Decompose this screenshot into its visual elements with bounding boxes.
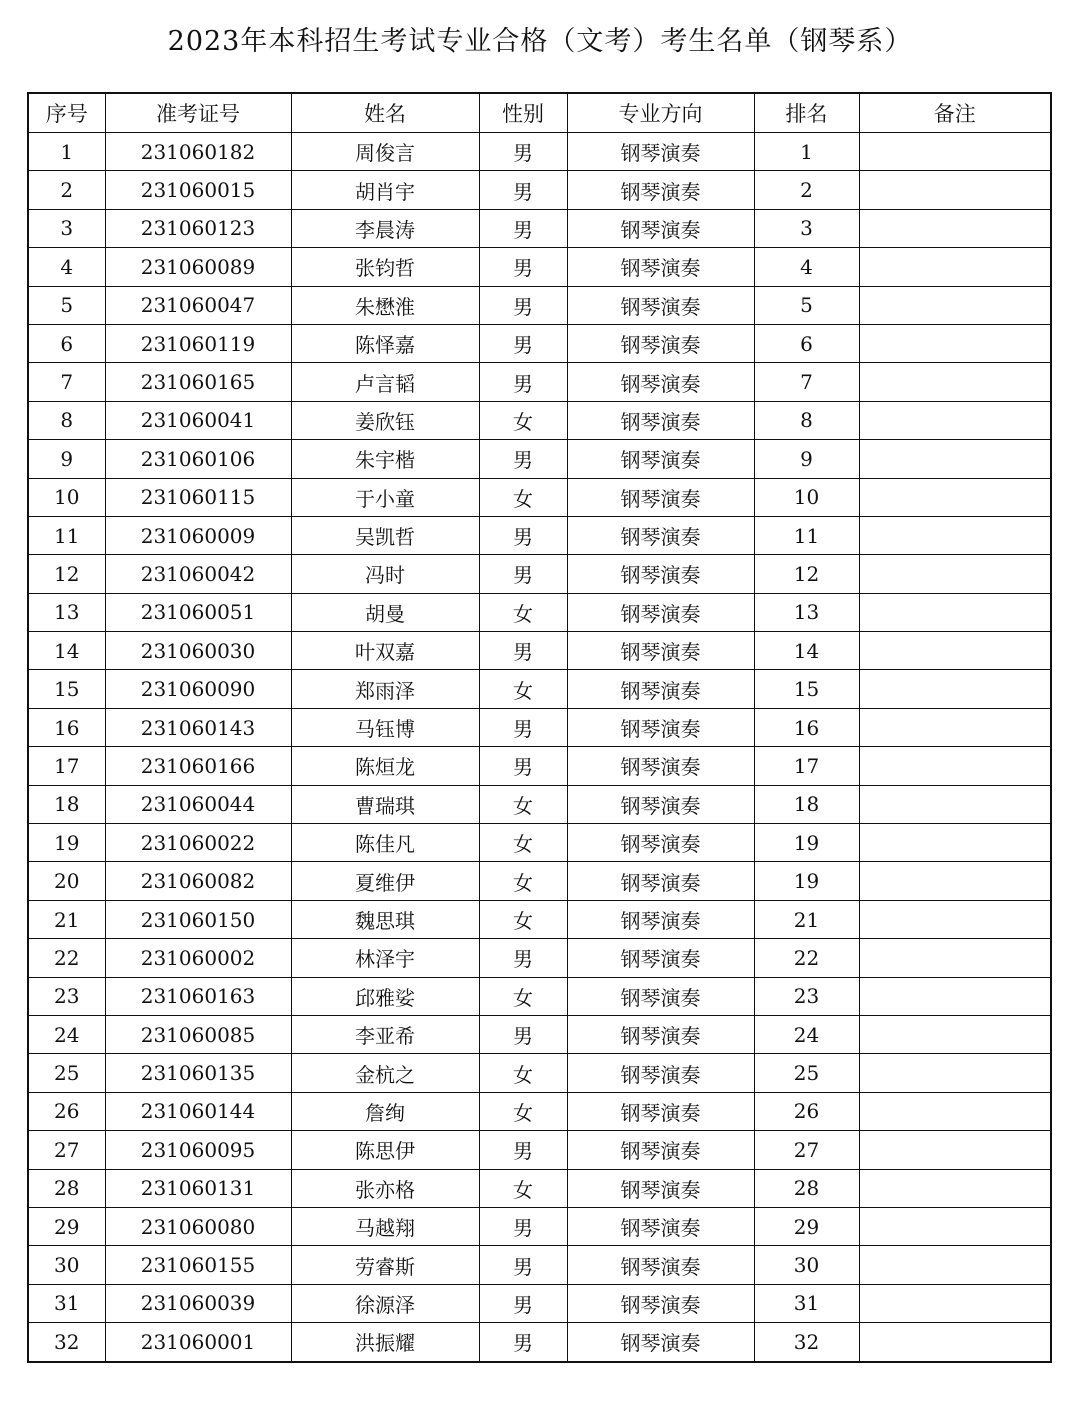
header-name: 姓名 — [291, 93, 479, 133]
cell-major: 钢琴演奏 — [567, 785, 754, 823]
cell-exam-id: 231060082 — [105, 862, 291, 900]
cell-exam-id: 231060090 — [105, 670, 291, 708]
cell-note — [859, 593, 1051, 631]
cell-rank: 1 — [754, 133, 859, 171]
cell-note — [859, 900, 1051, 938]
cell-name: 洪振耀 — [291, 1323, 479, 1362]
cell-rank: 32 — [754, 1323, 859, 1362]
cell-name: 朱宇楷 — [291, 440, 479, 478]
cell-seq: 18 — [28, 785, 105, 823]
cell-name: 胡曼 — [291, 593, 479, 631]
cell-note — [859, 1054, 1051, 1092]
cell-major: 钢琴演奏 — [567, 593, 754, 631]
cell-exam-id: 231060165 — [105, 363, 291, 401]
cell-exam-id: 231060144 — [105, 1092, 291, 1130]
cell-seq: 4 — [28, 248, 105, 286]
table-row — [28, 785, 1051, 823]
header-major: 专业方向 — [567, 93, 754, 133]
cell-name: 李晨涛 — [291, 209, 479, 247]
cell-gender: 女 — [479, 900, 567, 938]
cell-gender: 男 — [479, 939, 567, 977]
table-row — [28, 670, 1051, 708]
cell-seq: 22 — [28, 939, 105, 977]
cell-exam-id: 231060041 — [105, 401, 291, 439]
table-row — [28, 1169, 1051, 1207]
cell-name: 劳睿斯 — [291, 1246, 479, 1284]
cell-name: 邱雅娑 — [291, 977, 479, 1015]
cell-gender: 女 — [479, 1092, 567, 1130]
cell-gender: 男 — [479, 1323, 567, 1362]
cell-exam-id: 231060182 — [105, 133, 291, 171]
cell-major: 钢琴演奏 — [567, 171, 754, 209]
cell-name: 冯时 — [291, 555, 479, 593]
cell-gender: 男 — [479, 747, 567, 785]
cell-name: 詹绚 — [291, 1092, 479, 1130]
page-title: 2023年本科招生考试专业合格（文考）考生名单（钢琴系） — [167, 26, 913, 57]
cell-rank: 2 — [754, 171, 859, 209]
cell-note — [859, 440, 1051, 478]
cell-gender: 男 — [479, 286, 567, 324]
cell-rank: 5 — [754, 286, 859, 324]
table-row — [28, 1284, 1051, 1322]
cell-exam-id: 231060089 — [105, 248, 291, 286]
cell-note — [859, 286, 1051, 324]
cell-rank: 10 — [754, 478, 859, 516]
cell-exam-id: 231060009 — [105, 516, 291, 554]
cell-seq: 20 — [28, 862, 105, 900]
cell-rank: 30 — [754, 1246, 859, 1284]
cell-note — [859, 133, 1051, 171]
cell-note — [859, 401, 1051, 439]
cell-major: 钢琴演奏 — [567, 1054, 754, 1092]
table-row — [28, 747, 1051, 785]
cell-note — [859, 209, 1051, 247]
cell-name: 张亦格 — [291, 1169, 479, 1207]
cell-exam-id: 231060080 — [105, 1207, 291, 1245]
table-body — [28, 133, 1051, 1362]
cell-gender: 女 — [479, 977, 567, 1015]
table-row — [28, 1207, 1051, 1245]
cell-gender: 男 — [479, 440, 567, 478]
cell-major: 钢琴演奏 — [567, 1092, 754, 1130]
table-row — [28, 1131, 1051, 1169]
cell-exam-id: 231060039 — [105, 1284, 291, 1322]
cell-note — [859, 670, 1051, 708]
cell-gender: 男 — [479, 1246, 567, 1284]
cell-exam-id: 231060002 — [105, 939, 291, 977]
cell-name: 夏维伊 — [291, 862, 479, 900]
table-row — [28, 708, 1051, 746]
cell-major: 钢琴演奏 — [567, 1284, 754, 1322]
cell-major: 钢琴演奏 — [567, 555, 754, 593]
cell-exam-id: 231060135 — [105, 1054, 291, 1092]
cell-seq: 30 — [28, 1246, 105, 1284]
cell-rank: 4 — [754, 248, 859, 286]
cell-note — [859, 555, 1051, 593]
cell-gender: 男 — [479, 555, 567, 593]
cell-name: 叶双嘉 — [291, 632, 479, 670]
cell-major: 钢琴演奏 — [567, 133, 754, 171]
cell-note — [859, 324, 1051, 362]
cell-exam-id: 231060155 — [105, 1246, 291, 1284]
table-row — [28, 824, 1051, 862]
cell-seq: 12 — [28, 555, 105, 593]
cell-note — [859, 1015, 1051, 1053]
cell-seq: 15 — [28, 670, 105, 708]
cell-note — [859, 1323, 1051, 1362]
cell-name: 陈思伊 — [291, 1131, 479, 1169]
cell-exam-id: 231060131 — [105, 1169, 291, 1207]
cell-major: 钢琴演奏 — [567, 708, 754, 746]
cell-name: 陈怿嘉 — [291, 324, 479, 362]
cell-rank: 17 — [754, 747, 859, 785]
table-header-row — [28, 93, 1051, 133]
cell-major: 钢琴演奏 — [567, 670, 754, 708]
cell-rank: 3 — [754, 209, 859, 247]
cell-exam-id: 231060015 — [105, 171, 291, 209]
cell-major: 钢琴演奏 — [567, 248, 754, 286]
cell-exam-id: 231060042 — [105, 555, 291, 593]
cell-exam-id: 231060150 — [105, 900, 291, 938]
cell-gender: 男 — [479, 209, 567, 247]
cell-rank: 7 — [754, 363, 859, 401]
table-row — [28, 1323, 1051, 1362]
cell-seq: 11 — [28, 516, 105, 554]
cell-seq: 8 — [28, 401, 105, 439]
cell-seq: 1 — [28, 133, 105, 171]
cell-note — [859, 785, 1051, 823]
cell-seq: 26 — [28, 1092, 105, 1130]
cell-gender: 男 — [479, 708, 567, 746]
cell-gender: 女 — [479, 785, 567, 823]
cell-seq: 29 — [28, 1207, 105, 1245]
table-row — [28, 977, 1051, 1015]
table-row — [28, 939, 1051, 977]
cell-rank: 23 — [754, 977, 859, 1015]
cell-exam-id: 231060044 — [105, 785, 291, 823]
cell-rank: 22 — [754, 939, 859, 977]
cell-rank: 19 — [754, 824, 859, 862]
table-row — [28, 440, 1051, 478]
cell-note — [859, 363, 1051, 401]
cell-gender: 男 — [479, 632, 567, 670]
table-row — [28, 862, 1051, 900]
cell-exam-id: 231060166 — [105, 747, 291, 785]
cell-note — [859, 1092, 1051, 1130]
cell-seq: 13 — [28, 593, 105, 631]
cell-name: 姜欣钰 — [291, 401, 479, 439]
cell-note — [859, 1246, 1051, 1284]
cell-exam-id: 231060143 — [105, 708, 291, 746]
table-row — [28, 286, 1051, 324]
table-row — [28, 248, 1051, 286]
cell-note — [859, 632, 1051, 670]
cell-name: 张钧哲 — [291, 248, 479, 286]
candidate-table — [27, 92, 1052, 1363]
table-row — [28, 171, 1051, 209]
cell-exam-id: 231060001 — [105, 1323, 291, 1362]
cell-seq: 2 — [28, 171, 105, 209]
cell-rank: 9 — [754, 440, 859, 478]
cell-name: 陈佳凡 — [291, 824, 479, 862]
cell-major: 钢琴演奏 — [567, 900, 754, 938]
cell-note — [859, 939, 1051, 977]
cell-name: 马钰博 — [291, 708, 479, 746]
cell-exam-id: 231060047 — [105, 286, 291, 324]
cell-seq: 17 — [28, 747, 105, 785]
cell-gender: 男 — [479, 324, 567, 362]
table-row — [28, 632, 1051, 670]
table-row — [28, 900, 1051, 938]
cell-name: 金杭之 — [291, 1054, 479, 1092]
cell-note — [859, 1207, 1051, 1245]
cell-seq: 24 — [28, 1015, 105, 1053]
cell-exam-id: 231060085 — [105, 1015, 291, 1053]
cell-exam-id: 231060051 — [105, 593, 291, 631]
cell-gender: 男 — [479, 516, 567, 554]
cell-rank: 18 — [754, 785, 859, 823]
header-seq: 序号 — [28, 93, 105, 133]
cell-name: 胡肖宇 — [291, 171, 479, 209]
cell-gender: 女 — [479, 824, 567, 862]
table-row — [28, 1092, 1051, 1130]
cell-exam-id: 231060119 — [105, 324, 291, 362]
cell-rank: 25 — [754, 1054, 859, 1092]
cell-rank: 24 — [754, 1015, 859, 1053]
cell-seq: 25 — [28, 1054, 105, 1092]
cell-major: 钢琴演奏 — [567, 977, 754, 1015]
cell-gender: 女 — [479, 401, 567, 439]
cell-major: 钢琴演奏 — [567, 1131, 754, 1169]
table-row — [28, 1054, 1051, 1092]
cell-major: 钢琴演奏 — [567, 939, 754, 977]
cell-seq: 10 — [28, 478, 105, 516]
cell-seq: 16 — [28, 708, 105, 746]
cell-major: 钢琴演奏 — [567, 363, 754, 401]
cell-note — [859, 1169, 1051, 1207]
table-row — [28, 363, 1051, 401]
table-row — [28, 401, 1051, 439]
cell-major: 钢琴演奏 — [567, 1323, 754, 1362]
table-row — [28, 1015, 1051, 1053]
cell-rank: 27 — [754, 1131, 859, 1169]
cell-name: 曹瑞琪 — [291, 785, 479, 823]
cell-note — [859, 516, 1051, 554]
cell-seq: 32 — [28, 1323, 105, 1362]
cell-note — [859, 708, 1051, 746]
cell-gender: 男 — [479, 363, 567, 401]
table-row — [28, 133, 1051, 171]
cell-name: 吴凯哲 — [291, 516, 479, 554]
cell-rank: 6 — [754, 324, 859, 362]
cell-seq: 23 — [28, 977, 105, 1015]
table-row — [28, 324, 1051, 362]
cell-seq: 19 — [28, 824, 105, 862]
cell-major: 钢琴演奏 — [567, 401, 754, 439]
cell-major: 钢琴演奏 — [567, 286, 754, 324]
cell-major: 钢琴演奏 — [567, 862, 754, 900]
cell-gender: 女 — [479, 862, 567, 900]
cell-gender: 女 — [479, 670, 567, 708]
cell-exam-id: 231060095 — [105, 1131, 291, 1169]
cell-gender: 女 — [479, 478, 567, 516]
cell-gender: 男 — [479, 1015, 567, 1053]
cell-exam-id: 231060030 — [105, 632, 291, 670]
header-exam-id: 准考证号 — [105, 93, 291, 133]
cell-name: 陈烜龙 — [291, 747, 479, 785]
cell-rank: 26 — [754, 1092, 859, 1130]
cell-rank: 16 — [754, 708, 859, 746]
cell-major: 钢琴演奏 — [567, 516, 754, 554]
cell-rank: 14 — [754, 632, 859, 670]
cell-gender: 男 — [479, 1207, 567, 1245]
cell-rank: 29 — [754, 1207, 859, 1245]
cell-seq: 5 — [28, 286, 105, 324]
cell-seq: 9 — [28, 440, 105, 478]
cell-name: 于小童 — [291, 478, 479, 516]
cell-rank: 13 — [754, 593, 859, 631]
cell-note — [859, 1131, 1051, 1169]
cell-name: 魏思琪 — [291, 900, 479, 938]
cell-rank: 15 — [754, 670, 859, 708]
cell-major: 钢琴演奏 — [567, 1169, 754, 1207]
cell-major: 钢琴演奏 — [567, 478, 754, 516]
cell-gender: 男 — [479, 248, 567, 286]
header-rank: 排名 — [754, 93, 859, 133]
table-row — [28, 555, 1051, 593]
cell-name: 卢言韬 — [291, 363, 479, 401]
cell-seq: 21 — [28, 900, 105, 938]
cell-note — [859, 977, 1051, 1015]
cell-seq: 6 — [28, 324, 105, 362]
cell-major: 钢琴演奏 — [567, 324, 754, 362]
cell-major: 钢琴演奏 — [567, 632, 754, 670]
cell-major: 钢琴演奏 — [567, 747, 754, 785]
cell-gender: 女 — [479, 1169, 567, 1207]
cell-name: 周俊言 — [291, 133, 479, 171]
cell-name: 李亚希 — [291, 1015, 479, 1053]
cell-exam-id: 231060163 — [105, 977, 291, 1015]
cell-note — [859, 1284, 1051, 1322]
cell-major: 钢琴演奏 — [567, 1207, 754, 1245]
cell-note — [859, 747, 1051, 785]
cell-note — [859, 171, 1051, 209]
cell-exam-id: 231060115 — [105, 478, 291, 516]
cell-gender: 男 — [479, 1131, 567, 1169]
cell-exam-id: 231060123 — [105, 209, 291, 247]
header-note: 备注 — [859, 93, 1051, 133]
cell-note — [859, 248, 1051, 286]
cell-note — [859, 824, 1051, 862]
cell-exam-id: 231060022 — [105, 824, 291, 862]
cell-note — [859, 862, 1051, 900]
cell-name: 郑雨泽 — [291, 670, 479, 708]
cell-gender: 女 — [479, 1054, 567, 1092]
table-row — [28, 593, 1051, 631]
cell-rank: 21 — [754, 900, 859, 938]
cell-rank: 12 — [754, 555, 859, 593]
cell-major: 钢琴演奏 — [567, 1246, 754, 1284]
table-row — [28, 1246, 1051, 1284]
cell-name: 朱懋淮 — [291, 286, 479, 324]
cell-rank: 19 — [754, 862, 859, 900]
cell-seq: 7 — [28, 363, 105, 401]
cell-note — [859, 478, 1051, 516]
table-row — [28, 209, 1051, 247]
cell-major: 钢琴演奏 — [567, 1015, 754, 1053]
cell-seq: 3 — [28, 209, 105, 247]
cell-rank: 28 — [754, 1169, 859, 1207]
header-gender: 性别 — [479, 93, 567, 133]
table-row — [28, 478, 1051, 516]
cell-rank: 8 — [754, 401, 859, 439]
cell-gender: 男 — [479, 133, 567, 171]
cell-name: 马越翔 — [291, 1207, 479, 1245]
cell-gender: 男 — [479, 171, 567, 209]
cell-seq: 14 — [28, 632, 105, 670]
cell-rank: 31 — [754, 1284, 859, 1322]
cell-rank: 11 — [754, 516, 859, 554]
cell-seq: 28 — [28, 1169, 105, 1207]
cell-seq: 27 — [28, 1131, 105, 1169]
cell-gender: 男 — [479, 1284, 567, 1322]
cell-name: 徐源泽 — [291, 1284, 479, 1322]
cell-name: 林泽宇 — [291, 939, 479, 977]
cell-major: 钢琴演奏 — [567, 209, 754, 247]
cell-major: 钢琴演奏 — [567, 824, 754, 862]
cell-seq: 31 — [28, 1284, 105, 1322]
cell-major: 钢琴演奏 — [567, 440, 754, 478]
table-row — [28, 516, 1051, 554]
cell-exam-id: 231060106 — [105, 440, 291, 478]
cell-gender: 女 — [479, 593, 567, 631]
